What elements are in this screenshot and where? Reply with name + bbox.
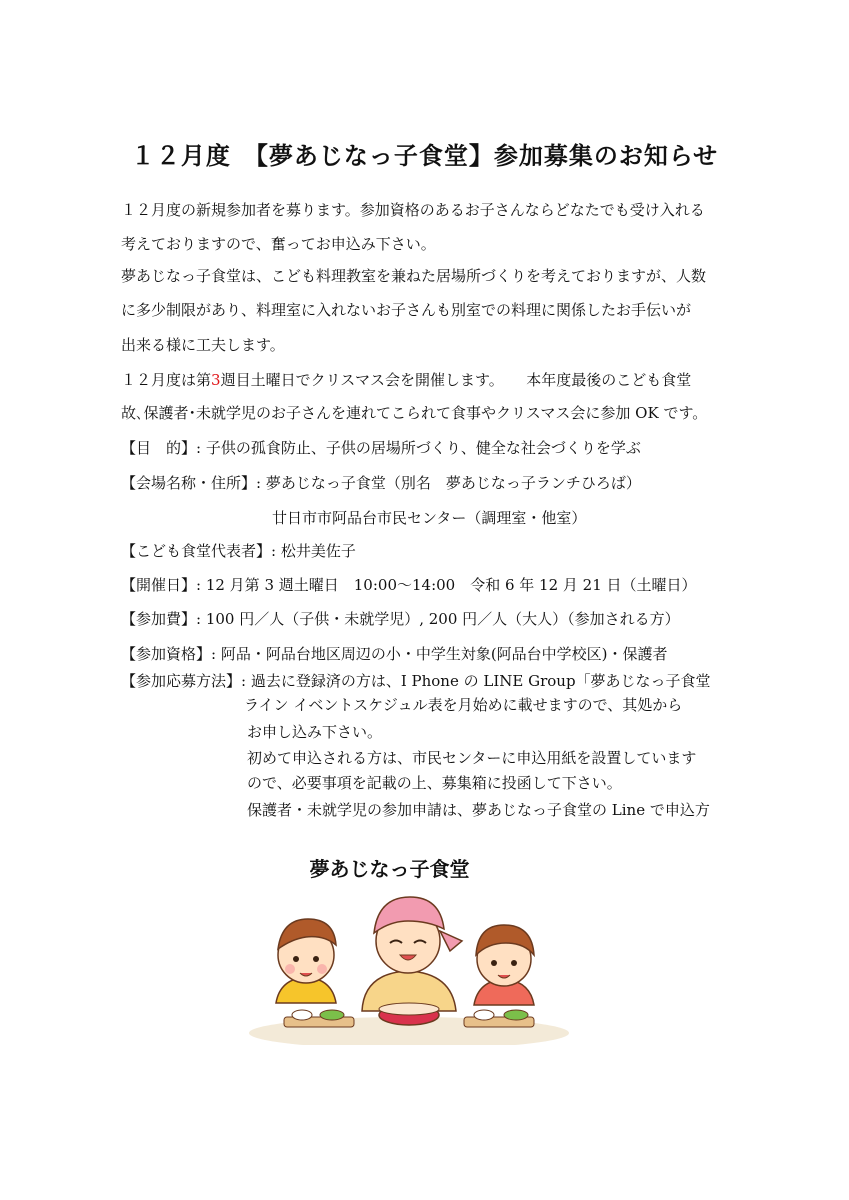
christmas-text-post: 週目土曜日でクリスマス会を開催します。 本年度最後のこども食堂 — [220, 371, 692, 389]
intro-line: １２月度の新規参加者を募ります。参加資格のあるお子さんならどなたでも受け入れる — [121, 201, 705, 219]
apply-line: 初めて申込される方は、市民センターに申込用紙を設置しています — [247, 749, 697, 767]
intro-line: に多少制限があり、料理室に入れないお子さんも別室での料理に関係したお手伝いが — [121, 301, 692, 319]
intro-line: 故､保護者･未就学児のお子さんを連れてこられて食事やクリスマス会に参加 OK です。 — [121, 404, 708, 422]
venue-address: 廿日市市阿品台市民センター（調理室・他室） — [272, 509, 587, 527]
intro-line: 出来る様に工夫します。 — [121, 336, 285, 354]
apply-line: ライン イベントスケジュル表を月始めに載せますので、其処から — [244, 696, 683, 714]
apply-line: 保護者・未就学児の参加申請は、夢あじなっ子食堂の Line で申込方 — [247, 801, 710, 819]
intro-line-christmas — [121, 370, 691, 390]
date-line: 【開催日】: 12 月第 3 週土曜日 10:00～14:00 令和 6 年 12 月 21 日（土曜日） — [121, 576, 697, 594]
christmas-text-pre: １２月度は第 — [121, 371, 212, 389]
week-number: 3 — [211, 371, 221, 389]
apply-line: お申し込み下さい。 — [247, 723, 383, 741]
intro-line: 考えておりますので、奮ってお申込み下さい。 — [121, 235, 436, 253]
venue-line: 【会場名称・住所】: 夢あじなっ子食堂（別名 夢あじなっ子ランチひろば） — [121, 474, 641, 492]
apply-line: ので、必要事項を記載の上、募集箱に投函して下さい。 — [247, 774, 622, 792]
right-child-figure — [474, 925, 534, 1005]
adult-figure — [362, 897, 462, 1011]
page-title: １２月度 【夢あじなっ子食堂】参加募集のお知らせ — [130, 142, 719, 170]
food-items — [284, 1003, 534, 1027]
representative-line: 【こども食堂代表者】: 松井美佐子 — [121, 542, 356, 560]
illustration-title: 夢あじなっ子食堂 — [309, 857, 470, 881]
apply-line: 【参加応募方法】: 過去に登録済の方は、I Phone の LINE Group「夢あじなっ子食堂 — [121, 672, 711, 690]
purpose-line: 【目 的】: 子供の孤食防止、子供の居場所づくり、健全な社会づくりを学ぶ — [121, 439, 641, 457]
qualification-line: 【参加資格】: 阿品・阿品台地区周辺の小・中学生対象(阿品台中学校区)・保護者 — [121, 645, 668, 663]
left-child-figure — [276, 919, 336, 1003]
intro-line: 夢あじなっ子食堂は、こども料理教室を兼ねた居場所づくりを考えておりますが、人数 — [121, 267, 707, 285]
fee-line: 【参加費】: 100 円／人（子供・未就学児）, 200 円／人（大人）（参加される方） — [121, 610, 680, 628]
children-eating-illustration — [244, 893, 574, 1045]
